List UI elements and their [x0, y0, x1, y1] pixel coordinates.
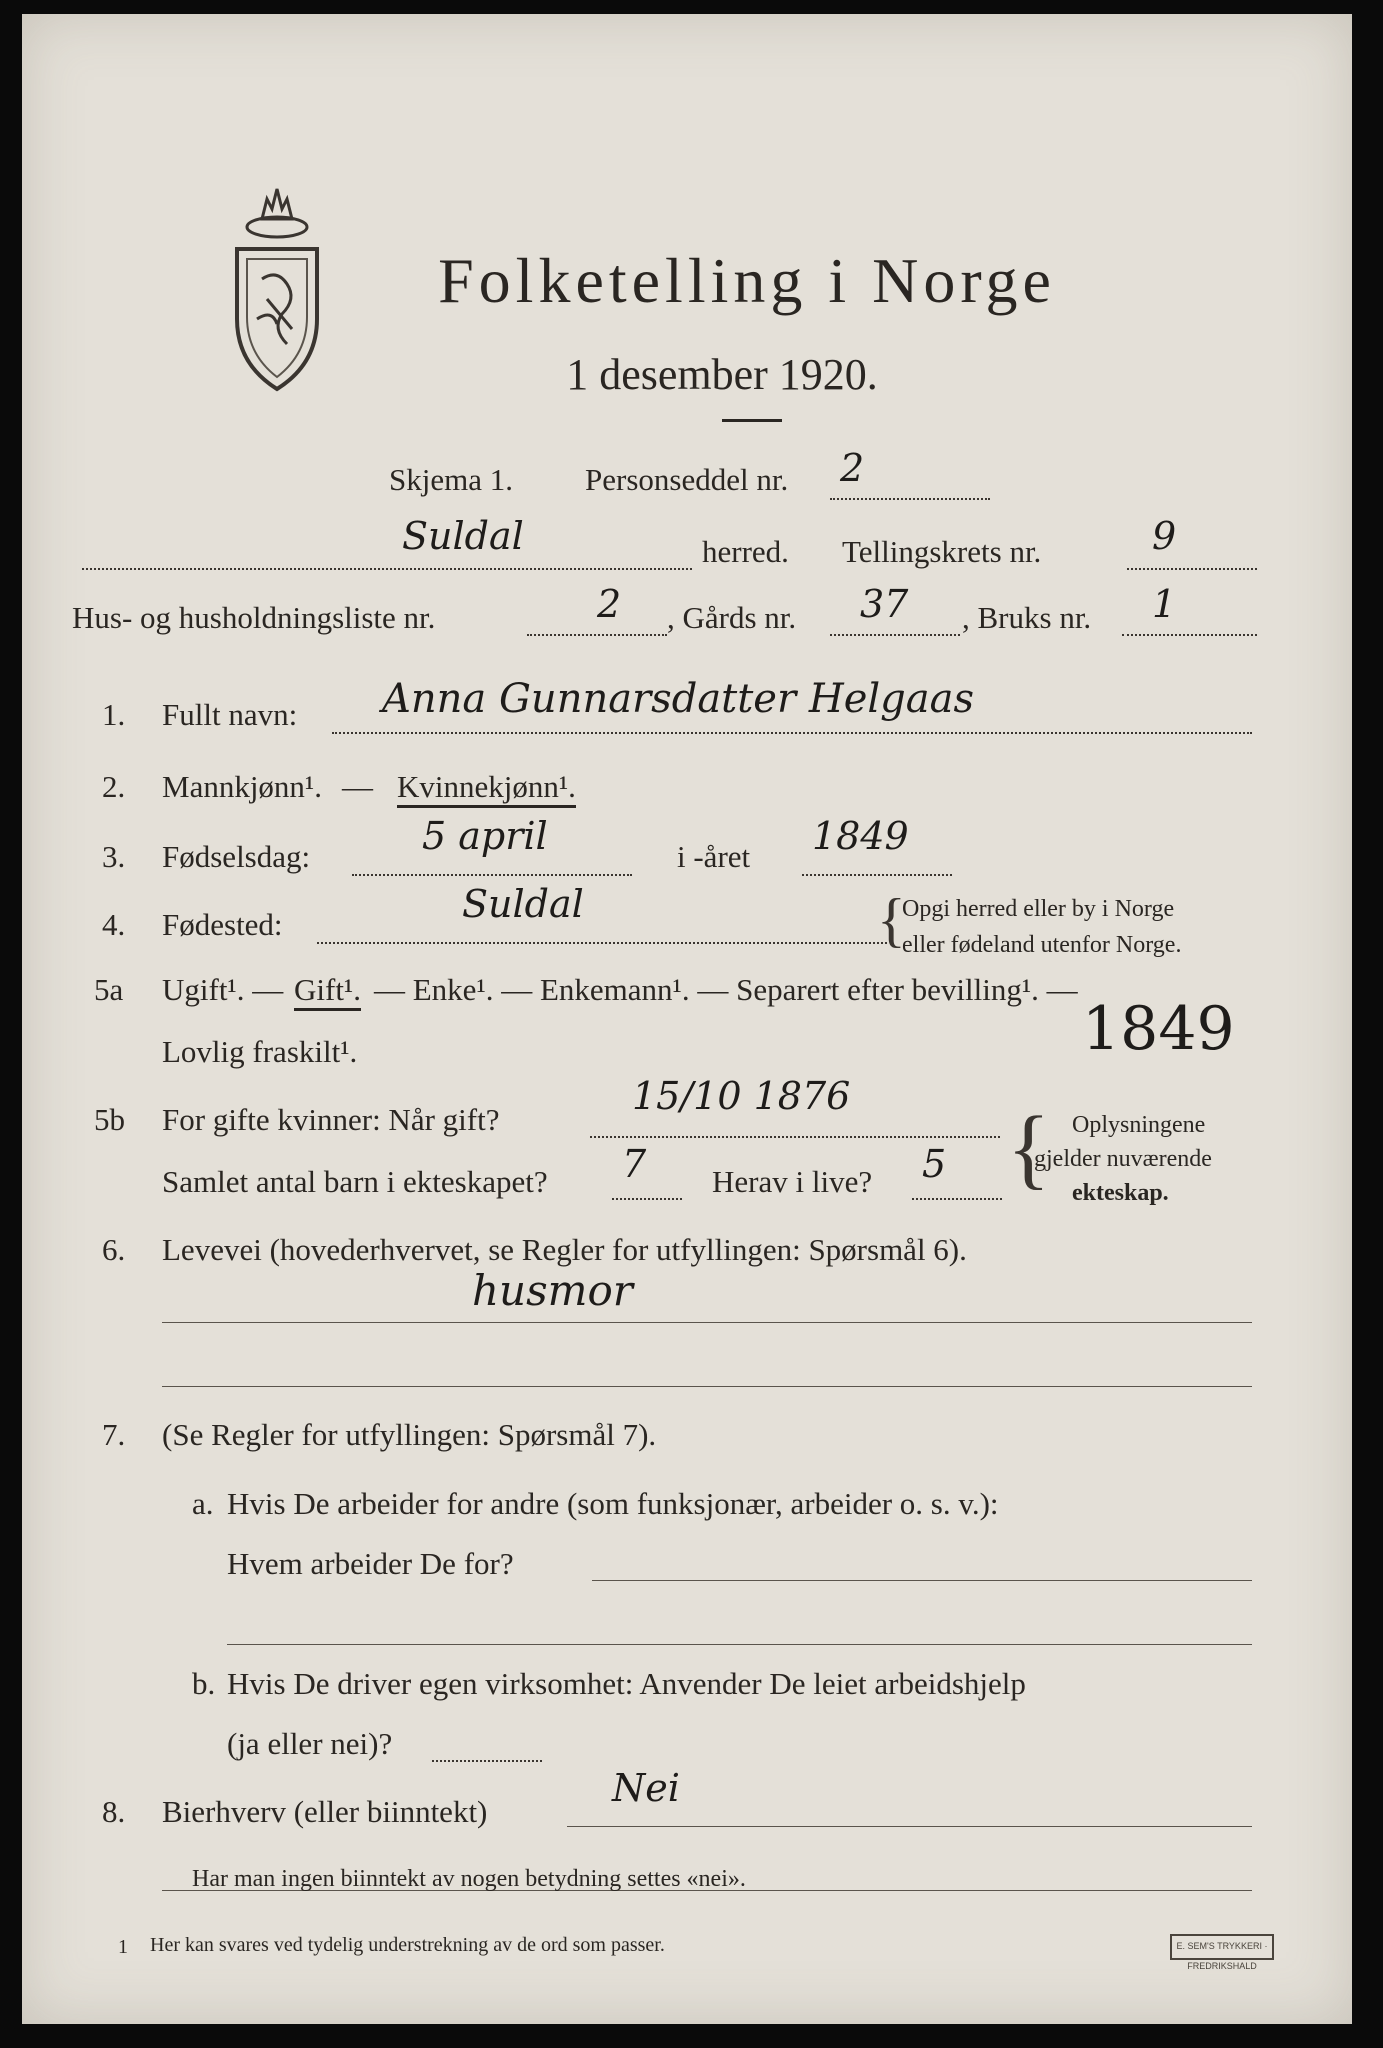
q5b-alive-line — [912, 1198, 1002, 1200]
q6-number: 6. — [102, 1232, 126, 1267]
q5b-note-2: gjelder nuværende — [1034, 1146, 1212, 1172]
q3-year-line — [802, 874, 952, 876]
husliste-value: 2 — [597, 582, 622, 626]
personseddel-label: Personseddel nr. — [585, 462, 789, 497]
q4-line — [317, 942, 887, 944]
q7a-sub: Hvem arbeider De for? — [227, 1546, 514, 1581]
q5b-brace: { — [1007, 1099, 1051, 1198]
q1-label: Fullt navn: — [162, 697, 298, 732]
herred-value: Suldal — [402, 514, 524, 558]
q5b-note-1: Oplysningene — [1072, 1112, 1206, 1138]
footnote-text: Her kan svares ved tydelig understrekning av de ord som passer. — [150, 1934, 665, 1956]
q5a-gift: Gift¹. — [294, 972, 361, 1011]
q5a-rest: — Enke¹. — Enkemann¹. — Separert efter bevilling¹. — — [374, 972, 1078, 1007]
bruks-value: 1 — [1152, 582, 1177, 626]
q5a-ugift: Ugift¹. — — [162, 972, 284, 1007]
q5a-number: 5a — [94, 972, 124, 1007]
q5b-children-line — [612, 1198, 682, 1200]
q5b-number: 5b — [94, 1102, 125, 1137]
q3-year-value: 1849 — [812, 814, 909, 858]
bruks-label: , Bruks nr. — [962, 600, 1092, 635]
husliste-label: Hus- og husholdningsliste nr. — [72, 600, 436, 635]
footer-note: Har man ingen biinntekt av nogen betydning settes «nei». — [192, 1866, 746, 1892]
gards-line — [830, 634, 960, 636]
q8-label: Bierhverv (eller biinntekt) — [162, 1794, 488, 1829]
q4-number: 4. — [102, 907, 126, 942]
q7a-line-1 — [592, 1580, 1252, 1581]
q2-female: Kvinnekjønn¹. — [397, 769, 576, 808]
gards-label: , Gårds nr. — [667, 600, 797, 635]
q4-brace: { — [877, 887, 906, 953]
tellingskrets-line — [1127, 568, 1257, 570]
q5b-alive-value: 5 — [922, 1142, 947, 1186]
q5b-note-3: ekteskap. — [1072, 1180, 1169, 1206]
q5a-margin-note: 1849 — [1082, 994, 1235, 1064]
q5b-label: For gifte kvinner: Når gift? — [162, 1102, 500, 1137]
q6-line-1 — [162, 1322, 1252, 1323]
q7a-number: a. — [192, 1486, 214, 1521]
q7-label: (Se Regler for utfyllingen: Spørsmål 7). — [162, 1417, 657, 1452]
q5b-children-label: Samlet antal barn i ekteskapet? — [162, 1164, 548, 1199]
census-date: 1 desember 1920. — [566, 350, 878, 399]
q4-note-2: eller fødeland utenfor Norge. — [902, 932, 1182, 958]
q1-number: 1. — [102, 697, 126, 732]
q8-value: Nei — [612, 1766, 680, 1810]
q7b-number: b. — [192, 1666, 216, 1701]
q8-line-1 — [567, 1826, 1252, 1827]
tellingskrets-value: 9 — [1152, 514, 1177, 558]
q2-number: 2. — [102, 769, 126, 804]
q6-line-2 — [162, 1386, 1252, 1387]
q6-label: Levevei (hovederhvervet, se Regler for utfyllingen: Spørsmål 6). — [162, 1232, 967, 1267]
printer-stamp: E. SEM'S TRYKKERI · FREDRIKSHALD — [1170, 1934, 1274, 1960]
q4-label: Fødested: — [162, 907, 283, 942]
q3-number: 3. — [102, 839, 126, 874]
personseddel-value: 2 — [840, 446, 865, 490]
herred-label: herred. — [702, 534, 789, 569]
q3-label: Fødselsdag: — [162, 839, 311, 874]
q7a-line-2 — [227, 1644, 1252, 1645]
q1-value: Anna Gunnarsdatter Helgaas — [382, 676, 974, 722]
q2-separator: — — [342, 769, 373, 804]
q7b-label: Hvis De driver egen virksomhet: Anvender De leiet arbeidshjelp — [227, 1666, 1026, 1701]
q5b-line — [590, 1136, 1000, 1138]
husliste-line — [527, 634, 667, 636]
q7b-sub: (ja eller nei)? — [227, 1726, 393, 1761]
q7b-line — [432, 1760, 542, 1762]
q1-line — [332, 732, 1252, 734]
gards-value: 37 — [860, 582, 909, 626]
q4-note-1: Opgi herred eller by i Norge — [902, 896, 1175, 922]
q7a-label: Hvis De arbeider for andre (som funksjonær, arbeider o. s. v.): — [227, 1486, 999, 1521]
q5a-fraskilt: Lovlig fraskilt¹. — [162, 1034, 358, 1069]
q2-male: Mannkjønn¹. — [162, 769, 322, 804]
q3-value: 5 april — [422, 814, 548, 858]
q3-year-label: i -året — [677, 839, 751, 874]
q5b-alive-label: Herav i live? — [712, 1164, 873, 1199]
skjema-label: Skjema 1. — [389, 462, 513, 497]
census-form-page — [22, 14, 1352, 2024]
bruks-line — [1122, 634, 1257, 636]
q4-value: Suldal — [462, 882, 584, 926]
title-rule — [722, 419, 782, 422]
herred-line — [82, 568, 692, 570]
footnote-mark: 1 — [118, 1936, 128, 1958]
q7-number: 7. — [102, 1417, 126, 1452]
q5b-value: 15/10 1876 — [632, 1074, 851, 1118]
q6-value: husmor — [472, 1266, 633, 1315]
personseddel-line — [830, 498, 990, 500]
q8-number: 8. — [102, 1794, 126, 1829]
form-title: Folketelling i Norge — [438, 245, 1056, 316]
tellingskrets-label: Tellingskrets nr. — [842, 534, 1042, 569]
q5b-children-value: 7 — [622, 1142, 647, 1186]
q3-line — [352, 874, 632, 876]
